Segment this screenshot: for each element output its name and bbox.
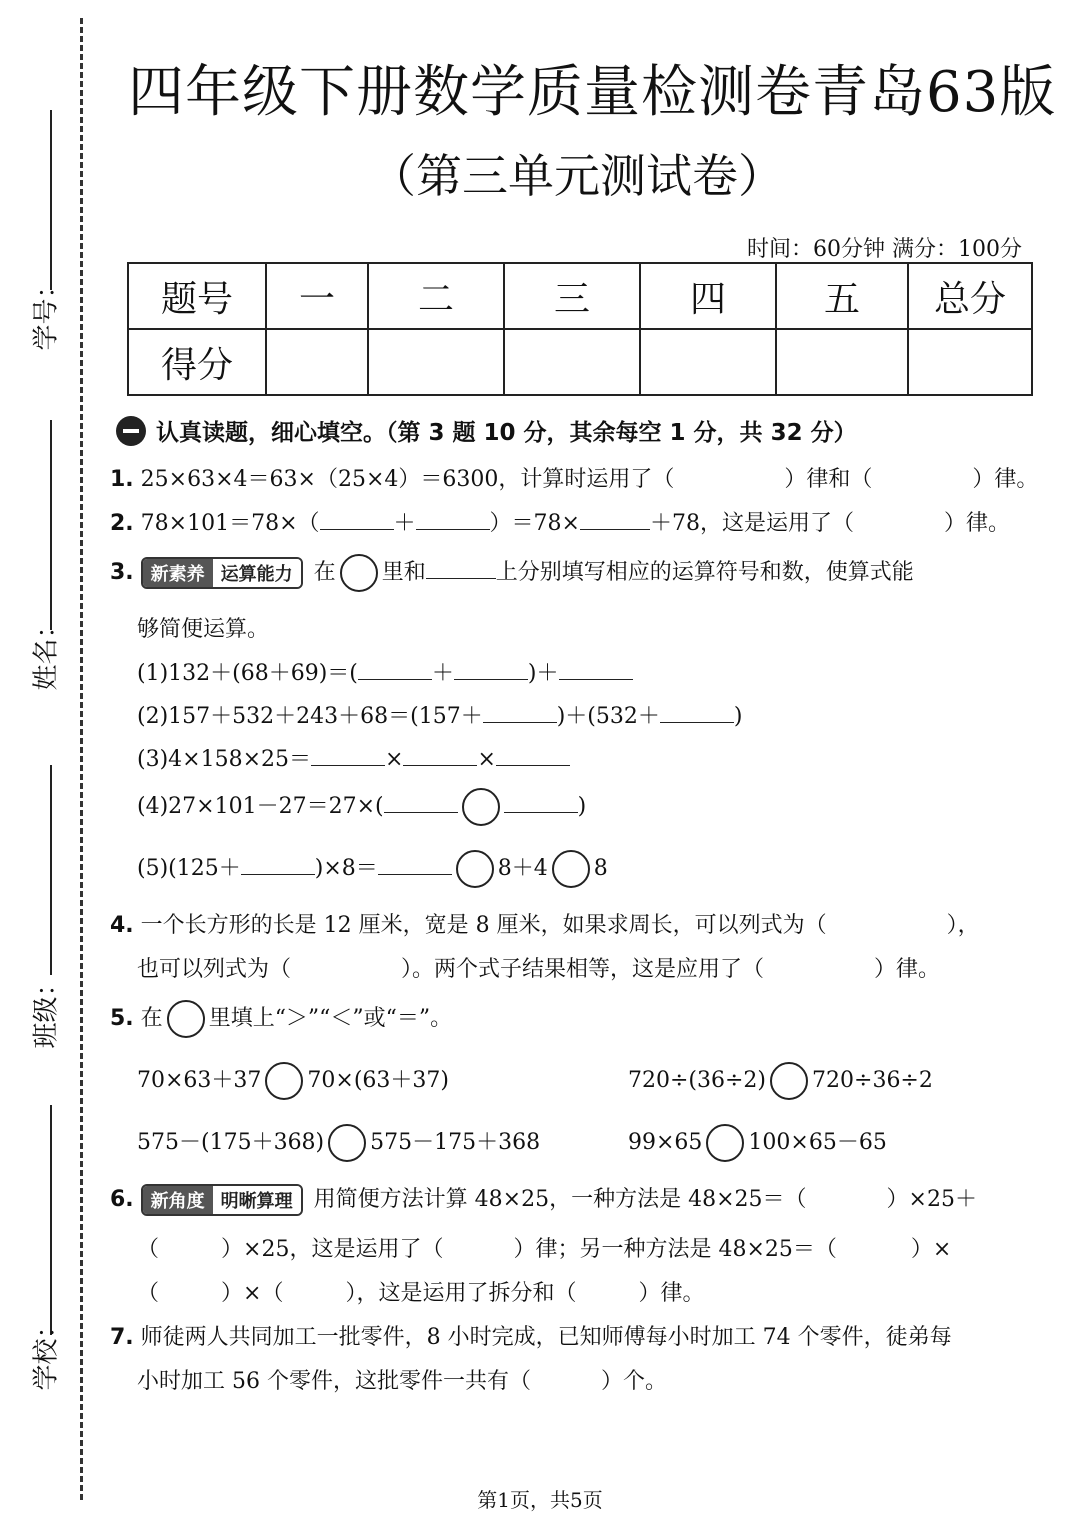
tag-label: 运算能力 bbox=[213, 559, 301, 587]
question-3-sub1 bbox=[137, 656, 633, 687]
comparison-4 bbox=[628, 1124, 887, 1162]
circle-blank[interactable] bbox=[552, 850, 590, 888]
question-text: 里填上“＞”“＜”或“＝”。 bbox=[208, 1006, 453, 1031]
question-text: ）×（ bbox=[221, 1281, 284, 1306]
question-text: ) bbox=[733, 704, 743, 729]
page-title: 四年级下册数学质量检测卷青岛63版 bbox=[128, 60, 1057, 125]
question-text: 一个长方形的长是 12 厘米，宽是 8 厘米，如果求周长，可以列式为（ bbox=[140, 913, 827, 938]
question-text: ），这是运用了拆分和（ bbox=[345, 1281, 577, 1306]
name-label: 姓名： bbox=[31, 612, 62, 691]
tag-label: 新角度 bbox=[143, 1186, 213, 1214]
comparison-right: 100×65－65 bbox=[748, 1130, 887, 1155]
question-text: )＋(532＋ bbox=[556, 704, 660, 729]
question-text: ＋ bbox=[431, 661, 454, 686]
school-label: 学校： bbox=[31, 1312, 62, 1391]
compare-circle[interactable] bbox=[328, 1124, 366, 1162]
answer-blank[interactable] bbox=[403, 747, 477, 766]
question-3-sub4 bbox=[137, 788, 586, 826]
question-text: 上分别填写相应的运算符号和数，使算式能 bbox=[495, 560, 914, 585]
answer-blank[interactable] bbox=[660, 704, 734, 723]
question-6-line2 bbox=[137, 1232, 951, 1263]
header-cell: 一 bbox=[266, 263, 368, 329]
question-text: ）， bbox=[946, 913, 980, 938]
comparison-left: 99×65 bbox=[628, 1130, 703, 1155]
question-text: ＋ bbox=[393, 511, 416, 536]
question-text: (2)157＋532＋243＋68＝(157＋ bbox=[137, 704, 483, 729]
answer-blank[interactable] bbox=[580, 511, 650, 530]
question-text: × bbox=[385, 747, 404, 772]
question-text: × bbox=[477, 747, 496, 772]
answer-blank[interactable] bbox=[378, 856, 452, 875]
comparison-right: 720÷36÷2 bbox=[812, 1068, 933, 1093]
comparison-2 bbox=[628, 1062, 933, 1100]
compare-circle[interactable] bbox=[265, 1062, 303, 1100]
question-text: ）。两个式子结果相等，这是应用了（ bbox=[401, 957, 765, 982]
student-number-label: 学号： bbox=[31, 272, 62, 351]
comparison-right: 575－175＋368 bbox=[370, 1130, 541, 1155]
row-label: 得分 bbox=[128, 329, 266, 395]
question-7 bbox=[110, 1320, 952, 1351]
name-line bbox=[50, 420, 52, 630]
question-number: 6. bbox=[110, 1187, 134, 1212]
question-text: ）×25＋ bbox=[886, 1187, 977, 1212]
question-text: 78×101＝78×（ bbox=[140, 511, 320, 536]
school-line bbox=[50, 1105, 52, 1335]
question-4-line2 bbox=[137, 952, 940, 983]
question-3-line2: 够简便运算。 bbox=[137, 617, 270, 642]
answer-blank[interactable] bbox=[320, 511, 394, 530]
question-number: 3. bbox=[110, 560, 134, 585]
question-text: （ bbox=[137, 1281, 160, 1306]
question-text: 在 bbox=[313, 560, 336, 585]
question-text: ）律。 bbox=[972, 467, 1039, 492]
page-subtitle: （第三单元测试卷） bbox=[370, 149, 784, 203]
compare-circle[interactable] bbox=[706, 1124, 744, 1162]
question-text: ）律和（ bbox=[784, 467, 873, 492]
question-tag bbox=[141, 557, 303, 589]
header-cell: 题号 bbox=[128, 263, 266, 329]
question-text: ）× bbox=[910, 1237, 952, 1262]
header-cell: 二 bbox=[368, 263, 504, 329]
answer-blank[interactable] bbox=[496, 747, 570, 766]
score-cell[interactable] bbox=[776, 329, 908, 395]
time-score-info: 时间：60分钟 满分：100分 bbox=[747, 237, 1022, 262]
question-text: ）律。 bbox=[943, 511, 1010, 536]
score-cell[interactable] bbox=[504, 329, 640, 395]
question-text: （ bbox=[137, 1237, 160, 1262]
question-text: ＋78，这是运用了（ bbox=[649, 511, 854, 536]
question-text: ) bbox=[577, 794, 587, 819]
binding-dashed-line bbox=[80, 18, 83, 1500]
question-number: 1. bbox=[110, 467, 134, 492]
question-text: ）律。 bbox=[638, 1281, 705, 1306]
question-text: 8 bbox=[593, 856, 608, 881]
question-text: ）律；另一种方法是 48×25＝（ bbox=[513, 1237, 837, 1262]
tag-label: 新素养 bbox=[143, 559, 213, 587]
question-3-sub2 bbox=[137, 699, 742, 730]
question-number: 7. bbox=[110, 1325, 134, 1350]
comparison-left: 720÷(36÷2) bbox=[628, 1068, 767, 1093]
header-cell: 三 bbox=[504, 263, 640, 329]
answer-blank[interactable] bbox=[384, 794, 458, 813]
comparison-left: 70×63＋37 bbox=[137, 1068, 262, 1093]
question-text: (3)4×158×25＝ bbox=[137, 747, 312, 772]
section-one-icon bbox=[116, 416, 146, 446]
header-cell: 四 bbox=[640, 263, 776, 329]
header-cell: 总分 bbox=[908, 263, 1032, 329]
answer-blank[interactable] bbox=[311, 747, 385, 766]
circle-blank[interactable] bbox=[340, 554, 378, 592]
answer-blank[interactable] bbox=[483, 704, 557, 723]
question-3-sub3 bbox=[137, 742, 570, 773]
page-footer: 第1页，共5页 bbox=[477, 1488, 603, 1512]
header-cell: 五 bbox=[776, 263, 908, 329]
question-text: (4)27×101－27＝27×( bbox=[137, 794, 384, 819]
score-cell[interactable] bbox=[266, 329, 368, 395]
answer-blank[interactable] bbox=[504, 794, 578, 813]
question-number: 2. bbox=[110, 511, 134, 536]
question-6 bbox=[110, 1182, 977, 1216]
question-text: 25×63×4＝63×（25×4）＝6300，计算时运用了（ bbox=[140, 467, 675, 492]
question-number: 5. bbox=[110, 1006, 134, 1031]
section-header bbox=[116, 414, 857, 447]
section-title: 认真读题，细心填空。（第 3 题 10 分，其余每空 1 分，共 32 分） bbox=[156, 420, 857, 446]
question-number: 4. bbox=[110, 913, 134, 938]
question-text: ）＝78× bbox=[489, 511, 580, 536]
score-cell[interactable] bbox=[368, 329, 504, 395]
circle-blank bbox=[167, 1000, 205, 1038]
question-4 bbox=[110, 908, 980, 939]
question-text: 师徒两人共同加工一批零件，8 小时完成，已知师傅每小时加工 74 个零件，徒弟每 bbox=[140, 1325, 952, 1350]
circle-blank[interactable] bbox=[462, 788, 500, 826]
comparison-left: 575－(175＋368) bbox=[137, 1130, 325, 1155]
question-3-sub5 bbox=[137, 850, 608, 888]
score-cell[interactable] bbox=[640, 329, 776, 395]
question-text: 在 bbox=[140, 1006, 163, 1031]
class-label: 班级： bbox=[31, 970, 62, 1049]
circle-blank[interactable] bbox=[456, 850, 494, 888]
question-2 bbox=[110, 506, 1010, 537]
question-text: 也可以列式为（ bbox=[137, 957, 292, 982]
score-table-header-row bbox=[128, 263, 1032, 329]
student-number-line bbox=[50, 110, 52, 290]
question-text: ）×25，这是运用了（ bbox=[221, 1237, 444, 1262]
question-text: ）个。 bbox=[600, 1369, 667, 1394]
comparison-1 bbox=[137, 1062, 449, 1100]
score-table-score-row bbox=[128, 329, 1032, 395]
answer-blank[interactable] bbox=[559, 661, 633, 680]
question-text: (5)(125＋ bbox=[137, 856, 241, 881]
question-text: )×8＝ bbox=[314, 856, 378, 881]
answer-blank[interactable] bbox=[241, 856, 315, 875]
comparison-right: 70×(63＋37) bbox=[307, 1068, 450, 1093]
compare-circle[interactable] bbox=[770, 1062, 808, 1100]
score-table bbox=[127, 262, 1033, 396]
class-line bbox=[50, 765, 52, 975]
score-cell[interactable] bbox=[908, 329, 1032, 395]
question-text: 用简便方法计算 48×25，一种方法是 48×25＝（ bbox=[313, 1187, 807, 1212]
comparison-3 bbox=[137, 1124, 540, 1162]
question-text: ）律。 bbox=[874, 957, 941, 982]
answer-blank[interactable] bbox=[426, 560, 496, 579]
answer-blank[interactable] bbox=[416, 511, 490, 530]
question-text: 8＋4 bbox=[497, 856, 548, 881]
question-5 bbox=[110, 1000, 452, 1038]
question-1 bbox=[110, 462, 1038, 493]
question-3 bbox=[110, 554, 914, 592]
question-text: 小时加工 56 个零件，这批零件一共有（ bbox=[137, 1369, 531, 1394]
question-text: 里和 bbox=[381, 560, 426, 585]
question-tag bbox=[141, 1184, 303, 1216]
question-6-line3 bbox=[137, 1276, 704, 1307]
question-text: (1)132＋(68＋69)＝( bbox=[137, 661, 358, 686]
question-7-line2 bbox=[137, 1364, 667, 1395]
answer-blank[interactable] bbox=[454, 661, 528, 680]
tag-label: 明晰算理 bbox=[213, 1186, 301, 1214]
question-text: )＋ bbox=[527, 661, 559, 686]
answer-blank[interactable] bbox=[358, 661, 432, 680]
